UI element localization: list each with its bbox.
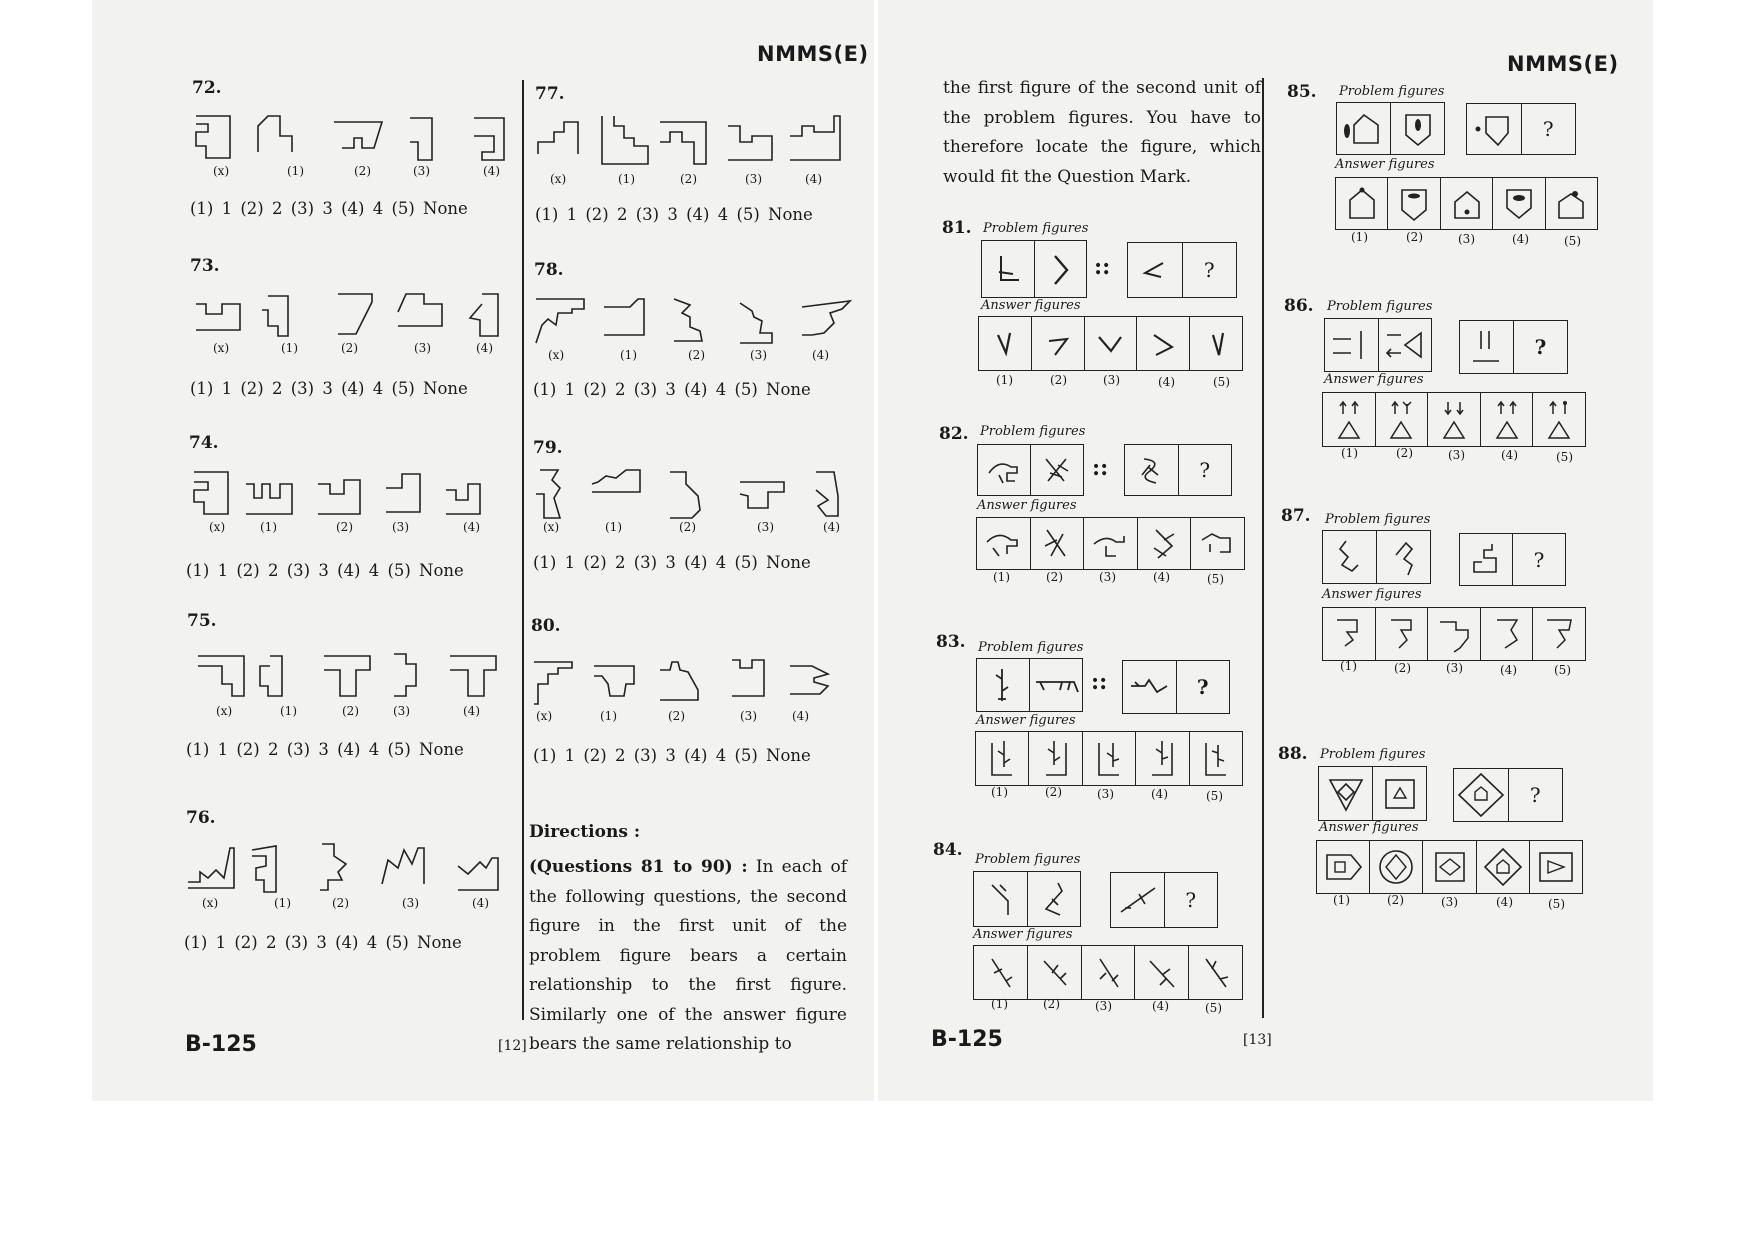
q83-problem-unit-2: ? — [1122, 660, 1230, 714]
left-column-divider — [522, 80, 524, 1020]
q88-problem-unit-1 — [1318, 766, 1427, 821]
right-page-number: [13] — [1243, 1032, 1272, 1048]
q83-answer-figures — [975, 731, 1243, 786]
q80-figures — [530, 656, 850, 708]
right-header: NMMS(E) — [1507, 52, 1619, 76]
q72-figures — [192, 112, 512, 164]
q86-problem-unit-1 — [1324, 318, 1432, 372]
q81-problem-unit-2: ? — [1127, 242, 1237, 298]
q86-problem-unit-2: ? — [1459, 320, 1568, 374]
q73-figures — [192, 290, 512, 340]
q77-figures — [534, 112, 844, 170]
q88-problem-unit-2: ? — [1453, 768, 1563, 822]
q82-answer-figures — [976, 517, 1245, 570]
question-number: 72. — [192, 78, 222, 98]
answer-options: (1) 1 (2) 2 (3) 3 (4) 4 (5) None — [190, 199, 468, 218]
left-page-number: [12] — [498, 1038, 527, 1054]
directions-text: (Questions 81 to 90) : In each of the following questions, the second figure in the first unit of the problem figure bears a certain relationship to the first figure. Similarly one of the answer figure bears the same relationship to — [529, 857, 847, 1054]
q87-problem-unit-1 — [1322, 530, 1431, 584]
right-column-divider — [1262, 78, 1264, 1018]
q81-problem-unit-1 — [981, 240, 1087, 298]
right-footer-code: B-125 — [931, 1027, 1003, 1052]
q85-answer-figures — [1335, 177, 1598, 230]
q86-answer-figures — [1322, 392, 1586, 447]
q84-answer-figures — [973, 945, 1243, 1000]
q76-figures — [186, 840, 506, 898]
q88-answer-figures — [1316, 840, 1583, 894]
left-header: NMMS(E) — [757, 42, 869, 66]
q85-problem-unit-1 — [1336, 102, 1445, 155]
q87-problem-unit-2: ? — [1459, 533, 1566, 586]
q82-problem-unit-1 — [977, 444, 1084, 496]
left-footer-code: B-125 — [185, 1032, 257, 1057]
q83-problem-unit-1 — [976, 658, 1083, 712]
directions-title: Directions : — [529, 822, 641, 842]
q78-figures — [532, 295, 854, 347]
q75-figures — [196, 650, 506, 700]
directions-continued: the first figure of the second unit of the problem figures. You have to therefore locate the figure, which would fit the Question Mark. — [943, 78, 1261, 187]
q84-problem-unit-1 — [973, 871, 1081, 927]
q74-figures — [190, 468, 510, 518]
q87-answer-figures — [1322, 607, 1586, 661]
q81-answer-figures — [978, 316, 1243, 371]
q85-problem-unit-2: ? — [1466, 103, 1576, 155]
q82-problem-unit-2: ? — [1124, 444, 1232, 496]
q84-problem-unit-2: ? — [1110, 872, 1218, 928]
q79-figures — [534, 466, 854, 522]
